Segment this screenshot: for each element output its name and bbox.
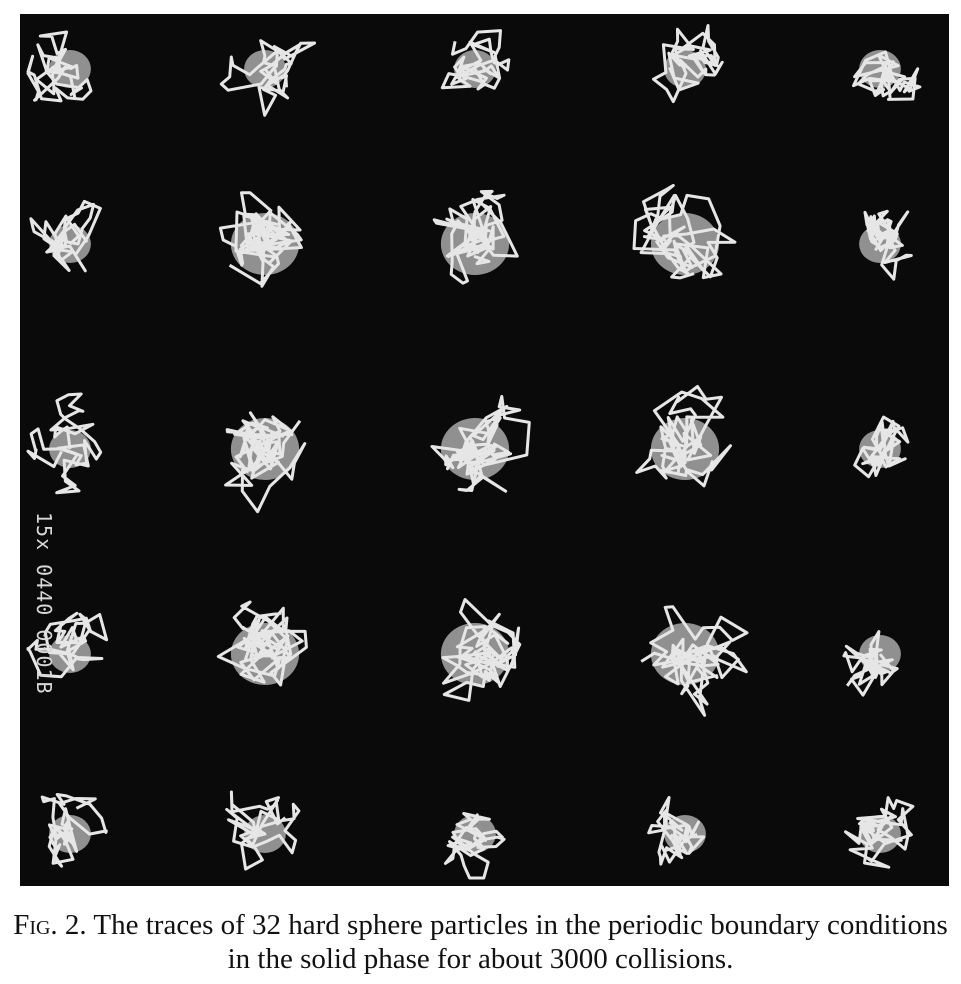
particle-trace (226, 413, 305, 512)
particle-trace (859, 211, 911, 279)
particle-trace (654, 26, 723, 102)
caption-text: The traces of 32 hard sphere particles in the periodic boundary conditions in the solid phase for about 3000 collisions. (86, 909, 948, 975)
particle-trace (441, 600, 520, 701)
particle-trace (442, 31, 509, 89)
particle-trace (434, 191, 517, 283)
particle-trace (42, 795, 106, 867)
particle-trace (641, 607, 747, 716)
particle-trace (432, 396, 529, 491)
particle-trace (637, 387, 731, 486)
particle-trace (854, 50, 920, 99)
particle-trace (28, 32, 91, 101)
particle-trace (28, 394, 101, 493)
particle-trace (31, 201, 101, 270)
film-label: 15x 0440 0001B (32, 512, 56, 695)
particle-trace (846, 798, 913, 868)
figure-caption (0, 908, 961, 976)
particle-trace-figure (20, 14, 949, 886)
particle-trace (227, 792, 299, 869)
particle-trace (221, 41, 314, 116)
particle-trace (649, 797, 706, 864)
particle-trace (218, 602, 306, 685)
caption-label: Fig. 2. (13, 909, 87, 941)
particle-trace (220, 193, 301, 287)
particle-trace (844, 632, 901, 696)
particle-trace (855, 417, 908, 477)
particle-trace (634, 185, 735, 278)
particle-traces (20, 14, 949, 886)
particle-trace (445, 814, 504, 879)
